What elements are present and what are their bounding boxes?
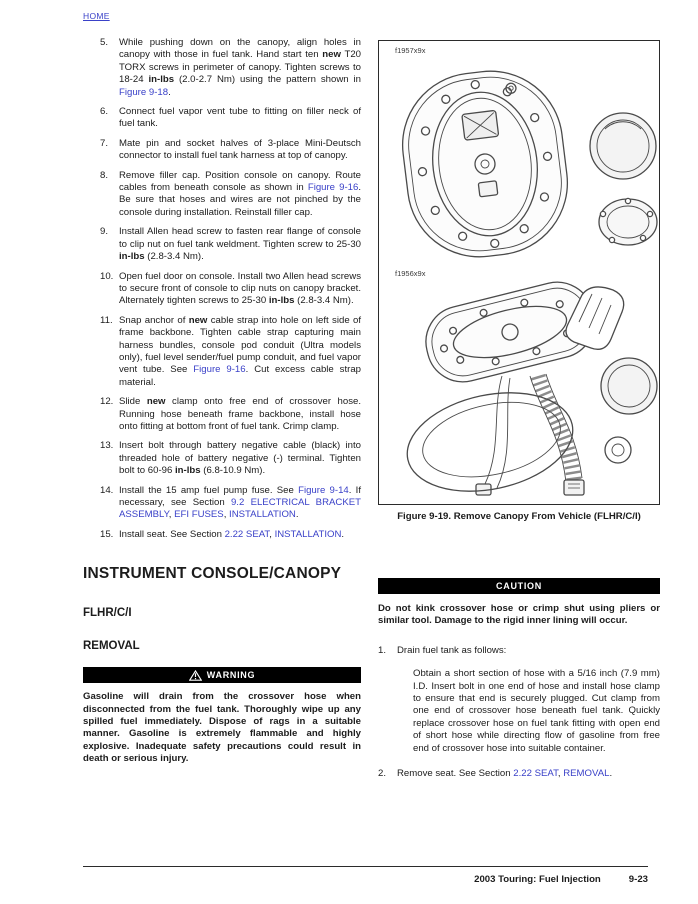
step-text-fragment: . (295, 509, 299, 521)
caution-header (378, 578, 660, 594)
step-number: 2. (378, 768, 387, 780)
emphasized-text: new (146, 396, 166, 408)
figure-box (378, 40, 660, 505)
step-number: 10. (100, 270, 114, 282)
step-text-fragment: Snap anchor of (119, 314, 189, 326)
cross-reference-link[interactable]: 2.22 SEAT (513, 768, 558, 780)
step-text-fragment: . (609, 768, 613, 780)
procedure-step (100, 440, 361, 477)
step-text-fragment: T20 TORX screws in perimeter of canopy. Tighten screws to 18-24 (119, 49, 361, 86)
procedure-step (100, 138, 361, 163)
step-text-fragment: Install the 15 amp fuel pump fuse. See (119, 484, 299, 496)
step-text-fragment: (2.0-2.7 Nm) using the pattern shown in (174, 74, 362, 86)
figure-caption: Figure 9-19. Remove Canopy From Vehicle (FLHR/C/I) (397, 511, 641, 522)
emphasized-text: new (188, 314, 208, 326)
step-text (119, 170, 361, 220)
procedure-step (100, 37, 361, 99)
step-text (119, 271, 361, 308)
step-text-fragment: , (269, 528, 275, 540)
procedure-step (378, 645, 660, 755)
step-text-fragment: , (223, 509, 230, 521)
caution-body: Do not kink crossover hose or crimp shut using pliers or similar tool. Damage to the rigid inner lining will occur. (378, 603, 660, 627)
step-text-fragment: , (168, 509, 175, 521)
warning-header (83, 667, 361, 683)
procedure-step (100, 106, 361, 131)
emphasized-text: in-lbs (175, 465, 201, 477)
step-number: 9. (100, 226, 109, 238)
figure-file-label: f1957x9x (395, 46, 426, 55)
cross-reference-link[interactable]: 2.22 SEAT (224, 528, 270, 540)
cross-reference-link[interactable]: REMOVAL (563, 768, 610, 780)
step-text-fragment: Connect fuel vapor vent tube to fitting on filler neck of fuel tank. (119, 106, 361, 130)
cross-reference-link[interactable]: INSTALLATION (229, 509, 296, 521)
step-text (119, 440, 361, 477)
section-title: INSTRUMENT CONSOLE/CANOPY (83, 565, 342, 583)
step-text-fragment: , (557, 768, 564, 780)
step-text (119, 226, 361, 263)
left-column (83, 37, 361, 766)
step-text-fragment: Remove seat. See Section (397, 768, 514, 780)
step-number: 8. (100, 169, 109, 181)
procedure-step (100, 271, 361, 308)
cross-reference-link[interactable]: INSTALLATION (274, 528, 342, 540)
right-column (378, 40, 660, 793)
step-text (119, 138, 361, 163)
step-text-fragment: Mate pin and socket halves of 3-place Mini-Deutsch connector to install fuel tank harness at top of canopy. (119, 137, 361, 162)
step-text (119, 396, 361, 433)
step-text-fragment: Insert bolt through battery negative cable (black) into threaded hole of battery negative (-) terminal. Tighten bolt to 60-96 (119, 440, 361, 477)
canopy-removal-hand-illustration (380, 280, 659, 502)
step-text-fragment: (6.8-10.9 Nm). (200, 465, 266, 477)
procedure-step (100, 396, 361, 433)
step-text-fragment: Install seat. See Section (119, 528, 225, 540)
step-text-fragment: Remove filler cap. Position console on canopy. Route cables from beneath console as shown in (119, 169, 361, 194)
emphasized-text: in-lbs (268, 295, 295, 307)
warning-body: Gasoline will drain from the crossover hose when disconnected from the fuel tank. Thoroughly wipe up any spilled fuel immediately. Dispose of rags in a suitable manner. Gasoline is extremely flammable and highly explosive. Inadequate safety precautions could result in death or serious injury. (83, 691, 361, 765)
emphasized-text: new (322, 49, 341, 61)
step-text-fragment: (2.8-3.4 Nm). (144, 251, 204, 263)
step-text-fragment: cable strap into hole on left side of frame backbone. Tighten cable strap capturing main harness bundles, console pod conduit (Ultra models only), fuel level sender/fuel pump conduit, and fuel vapor vent tube. See (119, 314, 361, 376)
step-text (119, 529, 361, 541)
procedure-step (100, 485, 361, 522)
warning-box (83, 667, 361, 765)
cross-reference-link[interactable]: Figure 9-16 (307, 182, 359, 194)
step-sub-paragraph: Obtain a short section of hose with a 5/16 inch (7.9 mm) I.D. Insert bolt in one end of hose and install hose clamp to ensure that end is securely plugged. Cut clamp from one end of crossover hose beneath fuel tank. Quickly replace crossover hose on fuel tank fitting with open end of short hose while directing flow of gasoline from free end of crossover hose into suitable container. (413, 668, 660, 754)
cross-reference-link[interactable]: EFI FUSES (174, 509, 224, 521)
warning-label: WARNING (206, 670, 256, 681)
canopy-top-plate-illustration (380, 54, 659, 276)
procedure-heading: REMOVAL (83, 640, 140, 653)
step-number: 7. (100, 137, 109, 149)
step-text-fragment: . (168, 86, 171, 98)
procedure-step (100, 170, 361, 220)
procedure-step (100, 226, 361, 263)
cross-reference-link[interactable]: 9.2 ELECTRICAL BRACKET ASSEMBLY (119, 497, 361, 521)
step-text-fragment: . Be sure that hoses and wires are not pinched by the console during installation. Reinstall filler cap. (119, 182, 362, 218)
step-text (119, 106, 361, 131)
step-number: 5. (100, 37, 109, 48)
step-text-fragment: clamp onto free end of crossover hose. Running hose beneath frame backbone, install hose onto fitting at bottom front of fuel tank. Crimp clamp. (119, 396, 362, 432)
step-text (397, 768, 660, 780)
step-number: 11. (100, 314, 113, 326)
cross-reference-link[interactable]: Figure 9-14 (298, 484, 349, 496)
step-text (119, 485, 361, 522)
step-text-fragment: While pushing down on the canopy, align holes in canopy with those in fuel tank. Hand start ten (119, 37, 361, 61)
procedure-step (100, 315, 361, 389)
step-number: 15. (100, 528, 114, 540)
page-number: 9-23 (628, 874, 648, 885)
step-number: 1. (378, 644, 387, 656)
warning-triangle-icon (189, 670, 202, 681)
procedure-step-list (378, 645, 660, 781)
cross-reference-link[interactable]: Figure 9-18 (119, 86, 169, 98)
step-text-fragment: . (341, 528, 345, 540)
footer (83, 866, 648, 885)
step-text-fragment: (2.8-3.4 Nm). (294, 295, 354, 307)
home-link[interactable]: HOME (83, 11, 110, 21)
step-number: 12. (100, 396, 114, 408)
emphasized-text: in-lbs (119, 251, 145, 263)
step-number: 14. (100, 484, 114, 496)
step-text (397, 645, 660, 755)
step-text-fragment: Drain fuel tank as follows: (397, 644, 507, 656)
step-text-fragment: Slide (119, 396, 147, 408)
step-text-fragment: Install Allen head screw to fasten rear flange of console to clip nut on fuel tank weldment. Tighten screw to 25-30 (119, 226, 361, 250)
manual-title: 2003 Touring: Fuel Injection (474, 874, 601, 885)
figure-file-label: f1956x9x (395, 269, 426, 278)
step-text-fragment: Open fuel door on console. Install two Allen head screws to secure front of console to clip nuts on canopy bracket. Alternately tighten screws to 25-30 (119, 270, 361, 307)
step-text (119, 37, 361, 99)
step-text (119, 315, 361, 389)
procedure-step (378, 768, 660, 780)
procedure-step-list (83, 37, 361, 541)
caution-label: CAUTION (496, 581, 542, 591)
emphasized-text: in-lbs (148, 74, 175, 86)
cross-reference-link[interactable]: Figure 9-16 (193, 364, 246, 376)
step-number: 6. (100, 106, 109, 118)
step-text-fragment: . Cut excess cable strap material. (119, 364, 361, 388)
step-text-fragment: . If necessary, see Section (119, 484, 361, 508)
step-number: 13. (100, 440, 114, 452)
model-heading: FLHR/C/I (83, 607, 132, 620)
procedure-step (100, 529, 361, 541)
